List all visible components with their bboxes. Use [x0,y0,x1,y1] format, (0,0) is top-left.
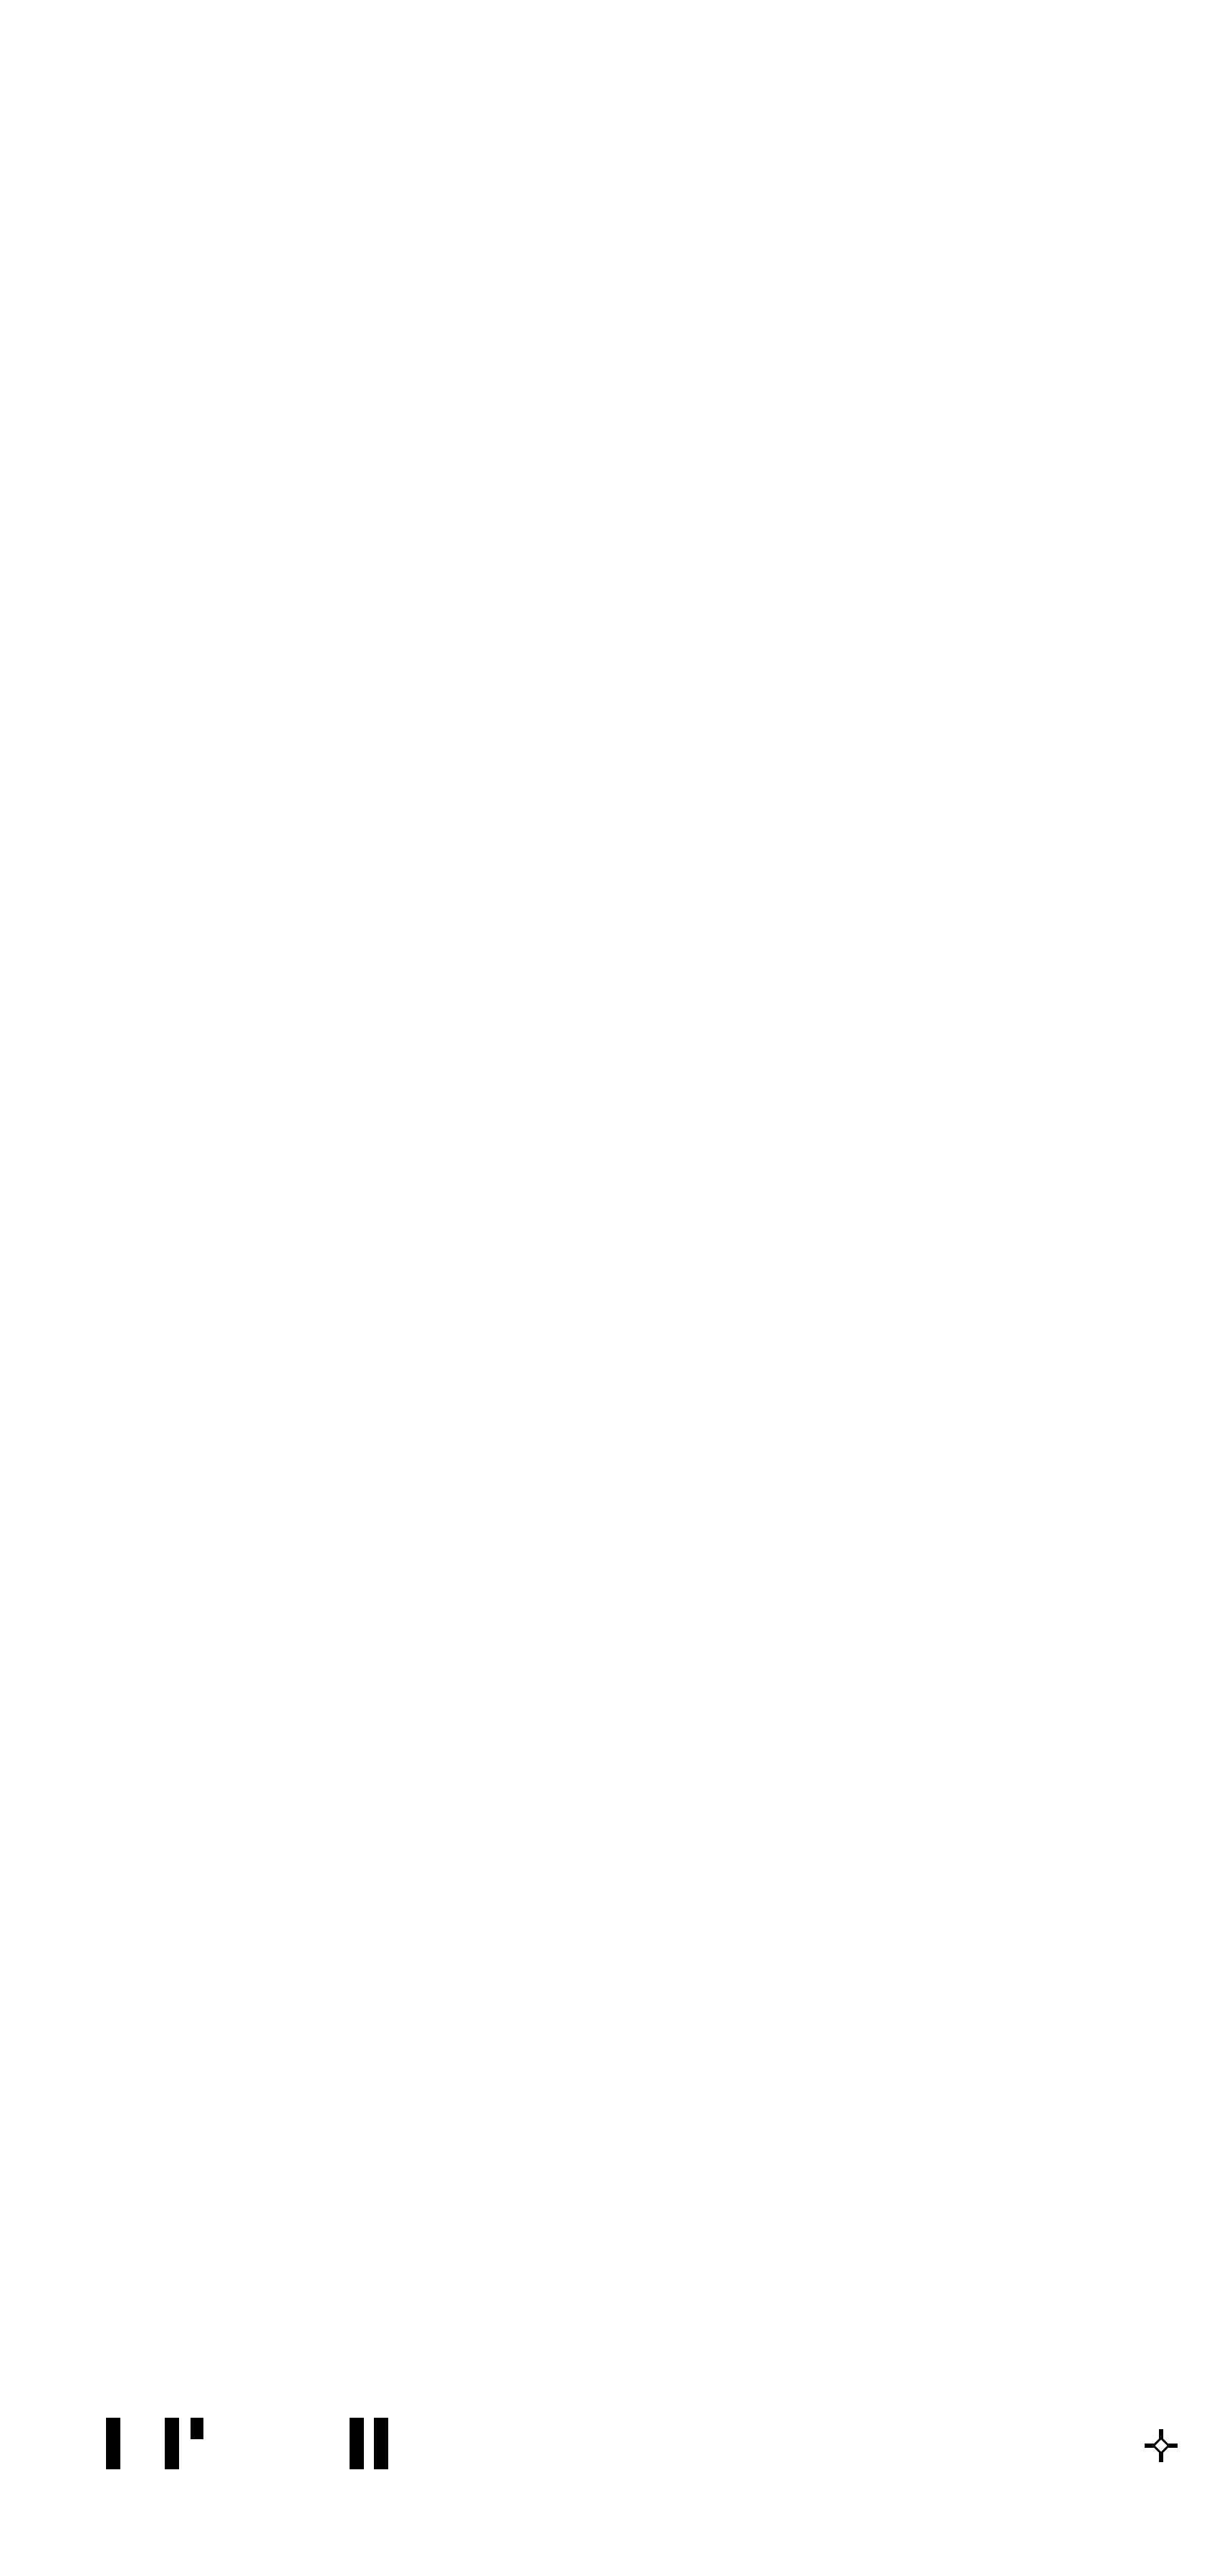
footer-square-mark [191,2418,203,2439]
timing-marks-left [41,153,67,2373]
footer-bar-mark [165,2418,179,2469]
timing-marks-bottom [32,2495,1085,2537]
crosshair-center-diamond [1152,2436,1170,2454]
timing-marks-right [1155,153,1180,2373]
footer-bar-mark [374,2418,388,2469]
footer-bar-mark [106,2418,120,2469]
registration-crosshair-mark [1145,2429,1178,2462]
footer-bar-mark [350,2418,364,2469]
timing-marks-top [32,89,1193,119]
